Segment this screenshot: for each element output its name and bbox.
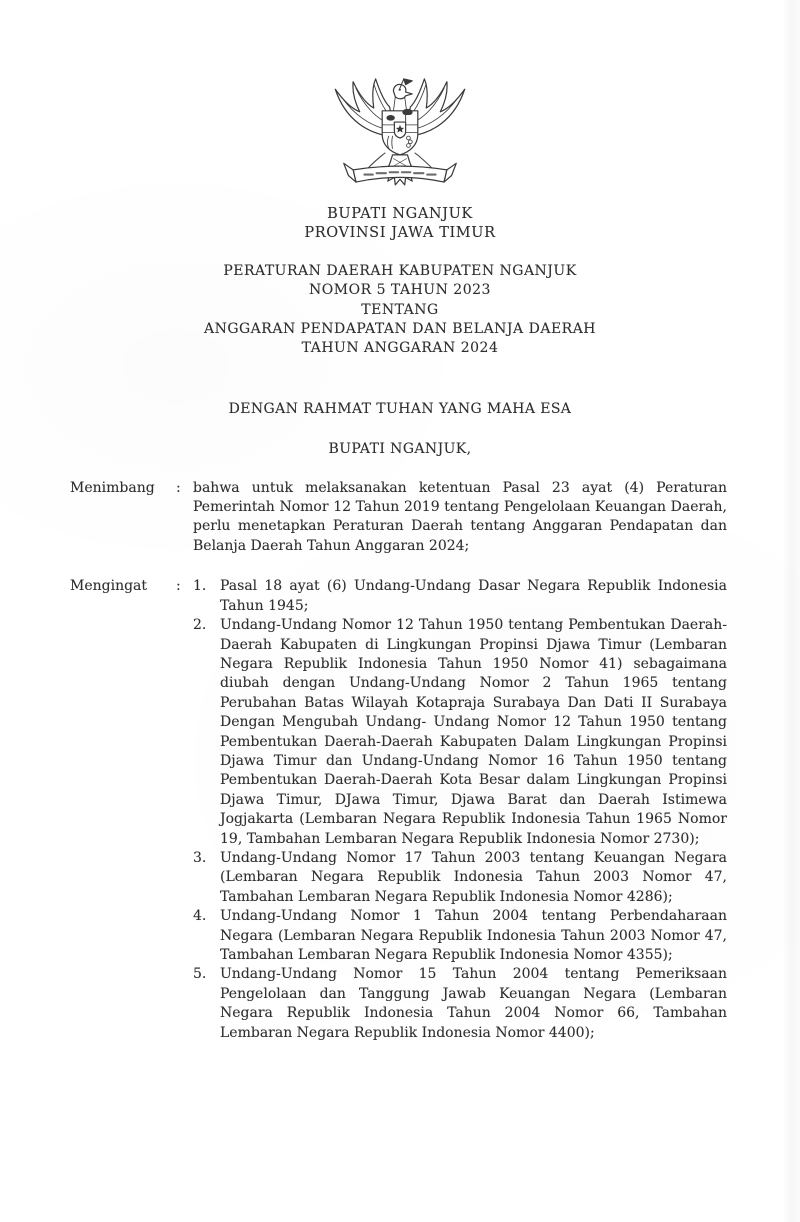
legal-item-number: 5. (193, 966, 207, 983)
province-title: PROVINSI JAWA TIMUR (304, 225, 496, 242)
regulation-subject-line: ANGGARAN PENDAPATAN DAN BELANJA DAERAH (203, 321, 597, 338)
legal-basis-item (193, 907, 727, 965)
mengingat-label: Mengingat (70, 578, 148, 595)
legal-item-text: Undang-Undang Nomor 15 Tahun 2004 tentang Pemeriksaan Pengelolaan dan Tanggung Jawab Keuangan Negara (Lembaran Negara Republik Indonesia Tahun 2004 Nomor 66, Tambahan Lembaran Negara Republik Indonesia Nomor 4400); (220, 966, 727, 1041)
authority-title: BUPATI NGANJUK (327, 206, 473, 222)
mengingat-colon: : (176, 578, 181, 595)
menimbang-label: Menimbang (70, 479, 155, 496)
legal-basis-item (193, 577, 727, 616)
legal-item-number: 1. (193, 578, 207, 595)
legal-item-text: Pasal 18 ayat (6) Undang-Undang Dasar Negara Republik Indonesia Tahun 1945; (220, 578, 727, 614)
menimbang-section (70, 479, 727, 557)
legal-basis-item (193, 965, 727, 1043)
legal-basis-item (193, 849, 727, 907)
garuda-pancasila-icon (325, 76, 475, 200)
legal-item-number: 2. (193, 617, 207, 634)
legal-item-text: Undang-Undang Nomor 12 Tahun 1950 tentang Pembentukan Daerah- Daerah Kabupaten di Lingkungan Propinsi Djawa Timur (Lembaran Negara Republik Indonesia Tahun 1950 Nomor 41) sebagaimana diubah dengan Undang-Undang Nomor 2 Tahun 1965 tentang Perubahan Batas Wilayah Kotapraja Surabaya Dan Dati II Surabaya Dengan Mengubah Undang- Undang Nomor 12 Tahun 1950 tentang Pembentukan Daerah-Daerah Kabupaten Dalam Lingkungan Propinsi Djawa Timur dan Undang-Undang Nomor 16 Tahun 1950 tentang Pembentukan Daerah-Daerah Kota Besar dalam Lingkungan Propinsi Djawa Timur, DJawa Timur, Djawa Barat dan Daerah Istimewa Jogjakarta (Lembaran Negara Republik Indonesia Tahun 1965 Nomor 19, Tambahan Lembaran Negara Republik Indonesia Nomor 2730); (220, 617, 727, 847)
regulation-year-line: TAHUN ANGGARAN 2024 (301, 340, 499, 357)
mengingat-list (193, 577, 727, 1043)
regulation-number-line: NOMOR 5 TAHUN 2023 (309, 282, 491, 299)
regulation-tentang-line: TENTANG (361, 301, 439, 318)
menimbang-text: bahwa untuk melaksanakan ketentuan Pasal 23 ayat (4) Peraturan Pemerintah Nomor 12 Tahun 2019 tentang Pengelolaan Keuangan Daerah, perlu menetapkan Peraturan Daerah tentang Anggaran Pendapatan dan Belanja Daerah Tahun Anggaran 2024; (193, 479, 727, 554)
legal-basis-item (193, 616, 727, 849)
legal-item-text: Undang-Undang Nomor 17 Tahun 2003 tentang Keuangan Negara (Lembaran Negara Republik Indonesia Tahun 2003 Nomor 47, Tambahan Lembaran Negara Republik Indonesia Nomor 4286); (220, 849, 727, 905)
scan-edge-artifact (782, 0, 800, 1222)
regulation-title-line: PERATURAN DAERAH KABUPATEN NGANJUK (223, 262, 577, 279)
invocation-line: DENGAN RAHMAT TUHAN YANG MAHA ESA (228, 400, 572, 417)
regulation-title (0, 262, 800, 359)
enacting-official: BUPATI NGANJUK, (328, 441, 472, 458)
menimbang-colon: : (176, 479, 181, 496)
mengingat-section (70, 577, 727, 1043)
legal-item-text: Undang-Undang Nomor 1 Tahun 2004 tentang Perbendaharaan Negara (Lembaran Negara Republik Indonesia Tahun 2003 Nomor 47, Tambahan Lembaran Negara Republik Indonesia Nomor 4355); (220, 908, 727, 963)
legal-item-number: 4. (193, 908, 207, 925)
letterhead (0, 205, 800, 244)
legal-item-number: 3. (193, 849, 207, 866)
